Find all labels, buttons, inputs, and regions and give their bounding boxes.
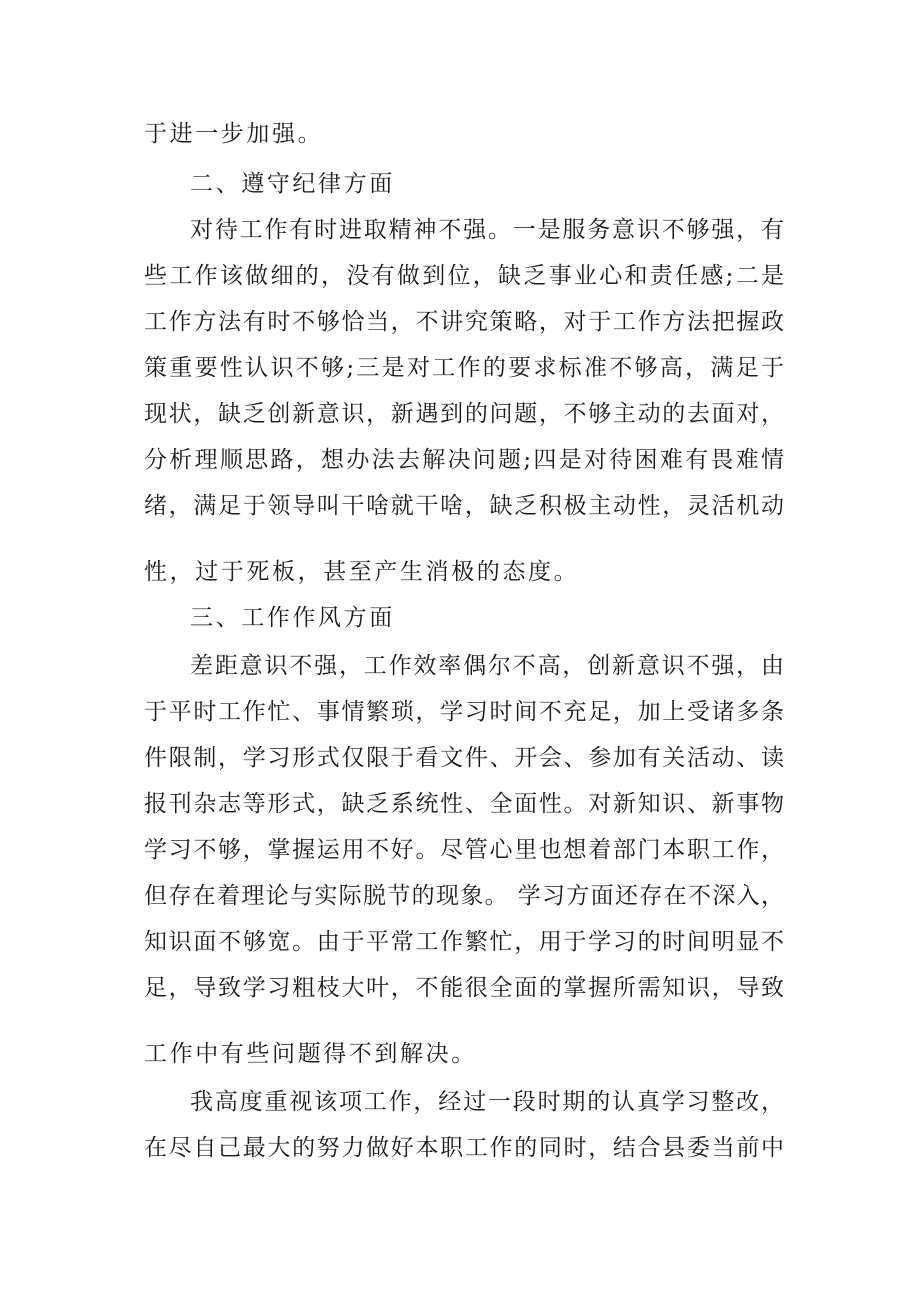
paragraph-discipline-line: 性，过于死板，甚至产生消极的态度。 (144, 559, 580, 585)
paragraph-work-style-line: 足，导致学习粗枝大叶，不能很全面的掌握所需知识，导致 (144, 975, 784, 1001)
paragraph-discipline-line: 对待工作有时进取精神不强。一是服务意识不够强，有 (190, 217, 784, 243)
paragraph-discipline-line: 些工作该做细的，没有做到位，缺乏事业心和责任感;二是 (144, 263, 784, 289)
paragraph-work-style-line: 于平时工作忙、事情繁琐，学习时间不充足，加上受诸多条 (144, 699, 784, 725)
paragraph-work-style-line: 但存在着理论与实际脱节的现象。 学习方面还存在不深入， (144, 883, 784, 909)
paragraph-discipline-line: 现状，缺乏创新意识，新遇到的问题，不够主动的去面对， (144, 401, 784, 427)
paragraph-work-style-line: 报刊杂志等形式，缺乏系统性、全面性。对新知识、新事物 (144, 791, 784, 817)
paragraph-rectification-line: 我高度重视该项工作，经过一段时期的认真学习整改， (190, 1089, 784, 1115)
paragraph-discipline-line: 策重要性认识不够;三是对工作的要求标准不够高，满足于 (144, 355, 784, 381)
paragraph-discipline-line: 工作方法有时不够恰当，不讲究策略，对于工作方法把握政 (144, 309, 784, 335)
paragraph-work-style-line: 差距意识不强，工作效率偶尔不高，创新意识不强，由 (190, 653, 784, 679)
paragraph-work-style-line: 工作中有些问题得不到解决。 (144, 1041, 477, 1067)
section-heading-discipline: 二、遵守纪律方面 (190, 171, 395, 197)
paragraph-work-style-line: 学习不够，掌握运用不好。尽管心里也想着部门本职工作， (144, 837, 784, 863)
paragraph-discipline-line: 分析理顺思路，想办法去解决问题;四是对待困难有畏难情 (144, 447, 784, 473)
section-heading-work-style: 三、工作作风方面 (190, 605, 395, 631)
paragraph-work-style-line: 件限制，学习形式仅限于看文件、开会、参加有关活动、读 (144, 745, 784, 771)
paragraph-work-style-line: 知识面不够宽。由于平常工作繁忙，用于学习的时间明显不 (144, 929, 784, 955)
paragraph-discipline-line: 绪，满足于领导叫干啥就干啥，缺乏积极主动性，灵活机动 (144, 493, 784, 519)
paragraph-rectification-line: 在尽自己最大的努力做好本职工作的同时，结合县委当前中 (144, 1135, 784, 1161)
paragraph-continuation-line: 于进一步加强。 (144, 121, 324, 147)
